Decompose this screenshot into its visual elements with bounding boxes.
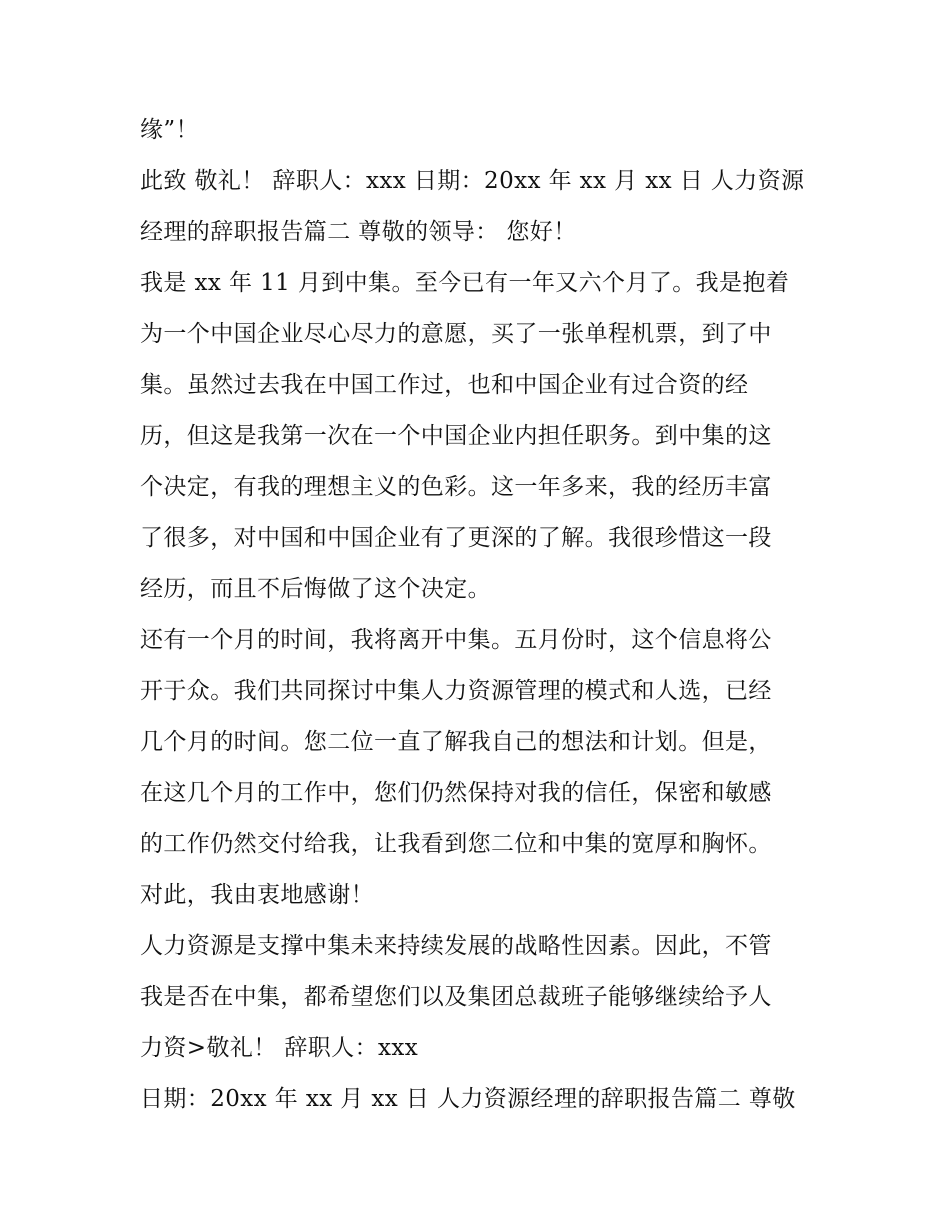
text-line: 我是否在中集，都希望您们以及集团总裁班子能够继续给予人 [140,984,772,1010]
text-line: 人力资源是支撑中集未来持续发展的战略性因素。因此，不管 [140,933,772,959]
text-line: 力资>敬礼！ 辞职人：xxx [140,1035,419,1061]
text-line: 集。虽然过去我在中国工作过，也和中国企业有过合资的经 [140,372,749,398]
text-line: 我是 xx 年 11 月到中集。至今已有一年又六个月了。我是抱着 [140,270,790,296]
text-line: 开于众。我们共同探讨中集人力资源管理的模式和人选，已经 [140,678,772,704]
text-line: 几个月的时间。您二位一直了解我自己的想法和计划。但是， [140,729,772,755]
text-line: 历，但这是我第一次在一个中国企业内担任职务。到中集的这 [140,423,772,449]
text-line: 的工作仍然交付给我，让我看到您二位和中集的宽厚和胸怀。 [140,831,772,857]
text-line: 缘”！ [140,117,199,143]
text-line: 个决定，有我的理想主义的色彩。这一年多来，我的经历丰富 [140,474,772,500]
document-body [140,107,820,1127]
text-line: 了很多，对中国和中国企业有了更深的了解。我很珍惜这一段 [140,525,772,551]
text-line: 经理的辞职报告篇二 尊敬的领导： 您好！ [140,219,577,245]
text-line: 对此，我由衷地感谢！ [140,882,374,908]
text-line: 此致 敬礼！ 辞职人：xxx 日期：20xx 年 xx 月 xx 日 人力资源 [140,168,805,194]
text-line: 经历，而且不后悔做了这个决定。 [140,576,491,602]
text-line: 还有一个月的时间，我将离开中集。五月份时，这个信息将公 [140,627,772,653]
text-line: 为一个中国企业尽心尽力的意愿，买了一张单程机票，到了中 [140,321,772,347]
text-line: 日期：20xx 年 xx 月 xx 日 人力资源经理的辞职报告篇二 尊敬 [140,1086,796,1112]
text-line: 在这几个月的工作中，您们仍然保持对我的信任，保密和敏感 [140,780,772,806]
